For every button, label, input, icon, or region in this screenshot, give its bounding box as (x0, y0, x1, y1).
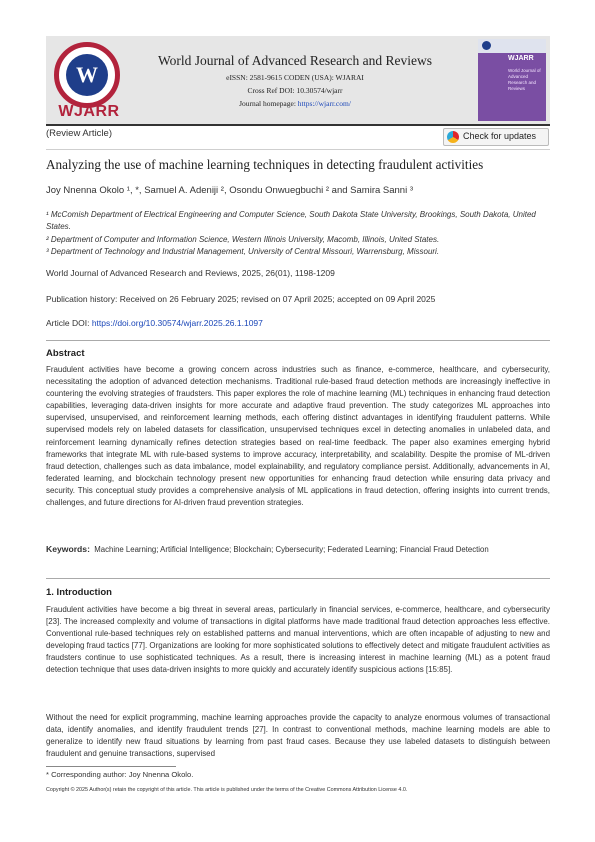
journal-title: World Journal of Advanced Research and Reviews (157, 53, 433, 68)
affiliation-3: ³ Department of Technology and Industrial Management, University of Central Missouri, Warrensburg, Missouri. (46, 247, 440, 256)
introduction-heading: 1. Introduction (46, 587, 112, 598)
paper-title: Analyzing the use of machine learning techniques in detecting fraudulent activities (46, 157, 484, 172)
cover-subtitle: World Journal of Advanced Research and Reviews (508, 68, 541, 91)
keywords-text: Machine Learning; Artificial Intelligence; Blockchain; Cybersecurity; Federated Learning; Financial Fraud Detection (94, 545, 489, 554)
affiliation-1: ¹ McComish Department of Electrical Engineering and Computer Science, South Dakota State University, Brookings, South Dakota, United States. (46, 210, 536, 231)
article-type: (Review Article) (46, 128, 112, 139)
keywords-label: Keywords: (46, 544, 90, 554)
keywords-divider (46, 578, 550, 579)
affiliation-2: ² Department of Computer and Information Science, Western Illinois University, Macomb, Illinois, United States. (46, 235, 440, 244)
doi-link[interactable]: https://doi.org/10.30574/wjarr.2025.26.1.1097 (91, 318, 263, 328)
doi-label: Article DOI: (46, 318, 92, 328)
title-divider (46, 149, 550, 150)
homepage-label: Journal homepage: (239, 99, 298, 108)
journal-homepage (130, 99, 460, 108)
article-doi (46, 318, 263, 328)
homepage-link[interactable]: https://wjarr.com/ (297, 99, 351, 108)
keywords (46, 544, 550, 555)
logo-text: WJARR (58, 103, 120, 120)
abstract-text: Fraudulent activities have become a growing concern across industries such as finance, e-commerce, healthcare, and cybersecurity, necessitating the adoption of advanced detection mechanisms. Traditional rule-based fraud detection methods are increasingly ineffective in countering the evolving strategies of fraudsters. This paper explores the role of machine learning (ML) techniques in enhancing fraud detection capabilities, leveraging data-driven insights for more accurate and adaptive fraud prevention. The study categorizes ML approaches into supervised, unsupervised, and reinforcement learning methods, each offering distinct advantages in identifying fraudulent patterns. While supervised models rely on labeled datasets for classification, unsupervised techniques excel in detecting anomalies in unlabeled data, and reinforcement learning dynamically refines detection strategies based on real-time feedback. The paper also examines emerging hybrid frameworks that integrate ML with rule-based systems to improve accuracy, interpretability, and scalability. Despite the promise of ML-driven fraud detection, challenges such as data imbalance, model explainability, and regulatory compliance persist. Additionally, advancements in AI, federated learning, and blockchain technology present new opportunities for enhancing fraud detection while ensuring data privacy and security. This conceptual study provides a comprehensive analysis of ML applications in fraud detection, offering insights into current trends, challenges, and future directions for AI-driven fraud prevention strategies. (46, 365, 550, 508)
footnote-divider (46, 766, 176, 767)
issn: eISSN: 2581-9615 CODEN (USA): WJARAI (226, 73, 364, 82)
introduction-paragraph-1: Fraudulent activities have become a big threat in several areas, particularly in financial services, e-commerce, healthcare, and cybersecurity [23]. The increased complexity and volume of transactions in digital platforms have made traditional fraud detection approaches less effective. Conventional rule-based techniques rely on established patterns and manual interventions, which are often incapable of adjusting to new and developing fraud tactics [77]. Organizations are looking for more sophisticated solutions to effectively detect and mitigate fraudulent activities as fraudsters continue to use sophisticated techniques. As a result, there is increasing interest in machine learning (ML) as a potent fraud detection technique that uses data-driven insights to more quickly and accurately identify suspicious actions [15:85]. (46, 605, 550, 674)
crossref-doi: Cross Ref DOI: 10.30574/wjarr (247, 86, 343, 95)
abstract-divider (46, 340, 550, 341)
journal-logo (54, 42, 120, 108)
journal-cover-image (478, 39, 546, 121)
author-list: Joy Nnenna Okolo ¹, *, Samuel A. Adeniji ², Osondu Onwuegbuchi ² and Samira Sanni ³ (46, 185, 414, 196)
check-for-updates-label: Check for updates (463, 131, 537, 141)
copyright-notice: Copyright © 2025 Author(s) retain the copyright of this article. This article is published under the terms of the Creative Commons Attribution License 4.0. (46, 787, 408, 793)
cover-title: WJARR (508, 55, 534, 62)
abstract-heading: Abstract (46, 348, 85, 359)
citation: World Journal of Advanced Research and Reviews, 2025, 26(01), 1198-1209 (46, 268, 335, 278)
header-divider (46, 124, 550, 126)
check-for-updates-button[interactable] (443, 128, 549, 146)
corresponding-author-footnote: * Corresponding author: Joy Nnenna Okolo. (46, 770, 194, 779)
cover-badge-icon (482, 41, 491, 50)
crossmark-icon (447, 131, 459, 143)
logo-letter: W (66, 54, 108, 96)
introduction-paragraph-2: Without the need for explicit programming, machine learning approaches provide the capacity to analyze enormous volumes of transactional data, identify anomalies, and identify fraudulent trends [27]. In contrast to conventional methods, machine learning models are able to generalize to identify new fraud situations by learning from past fraud cases. Because they use labeled datasets to distinguish between fraudulent and genuine transactions, supervised (46, 713, 550, 758)
publication-history: Publication history: Received on 26 February 2025; revised on 07 April 2025; accepted on 09 April 2025 (46, 294, 436, 304)
cover-banner (478, 39, 546, 53)
